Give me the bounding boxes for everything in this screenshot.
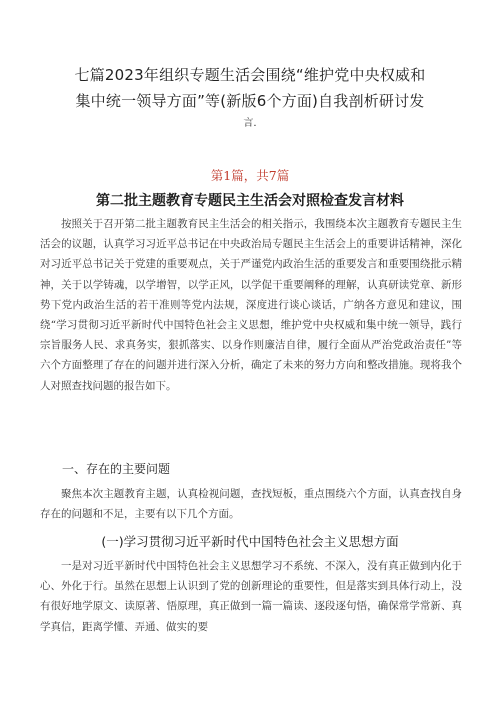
title-line-2: 集中统一领导方面”等(新版6个方面)自我剖析研讨发 [75, 92, 425, 110]
article-title: 第二批主题教育专题民主生活会对照检查发言材料 [96, 193, 404, 209]
paragraph-study: 一是对习近平新时代中国特色社会主义思想学习不系统、不深入，没有真正做到内化于心、外化于行。虽然在思想上认识到了党的创新理论的重要性，但是落实到具体行动上，没有很好地学原文、读原著、悟原理，真正做到一篇一篇读、逐段逐句悟，确保常学常新、真学真信，距离学懂、弄通、做实的要 [40, 560, 462, 633]
title-line-1: 七篇2023年组织专题生活会围绕“维护党中央权威和 [74, 66, 426, 84]
paragraph-focus: 聚焦本次主题教育主题，认真检视问题，查找短板，重点围绕六个方面，认真查找自身存在的问题和不足，主要有以下几个方面。 [40, 488, 462, 521]
subsection-heading-study: (一)学习贯彻习近平新时代中国特色社会主义思想方面 [101, 534, 399, 549]
title-line-3: 言. [243, 118, 257, 129]
paragraph-intro: 按照关于召开第二批主题教育民主生活会的相关指示，我围绕本次主题教育专题民主生活会的议题，认真学习习近平总书记在中央政治局专题民主生活会上的重要讲话精神，深化对习近平总书记关于党建的重要观点，关于严谨党内政治生活的重要发言和重要围绕批示精神，关于以学铸魂，以学增智，以学正风，以学促干重要阐释的理解，认真研读党章、新形势下党内政治生活的若干准则等党内法规，深度进行谈心谈话，广纳各方意见和建议，围绕“学习贯彻习近平新时代中国特色社会主义思想，维护党中央权威和集中统一领导，践行宗旨服务人民、求真务实，狠抓落实、以身作则廉洁自律，履行全面从严治党政治责任”等六个方面整理了存在的问题并进行深入分析，确定了未来的努力方向和整改措施。现将我个人对照查找问题的报告如下。 [40, 218, 462, 392]
section-heading-problems: 一、存在的主要问题 [62, 462, 171, 476]
document-heading [40, 62, 460, 132]
section-indicator: 第1篇，共7篇 [210, 168, 290, 183]
